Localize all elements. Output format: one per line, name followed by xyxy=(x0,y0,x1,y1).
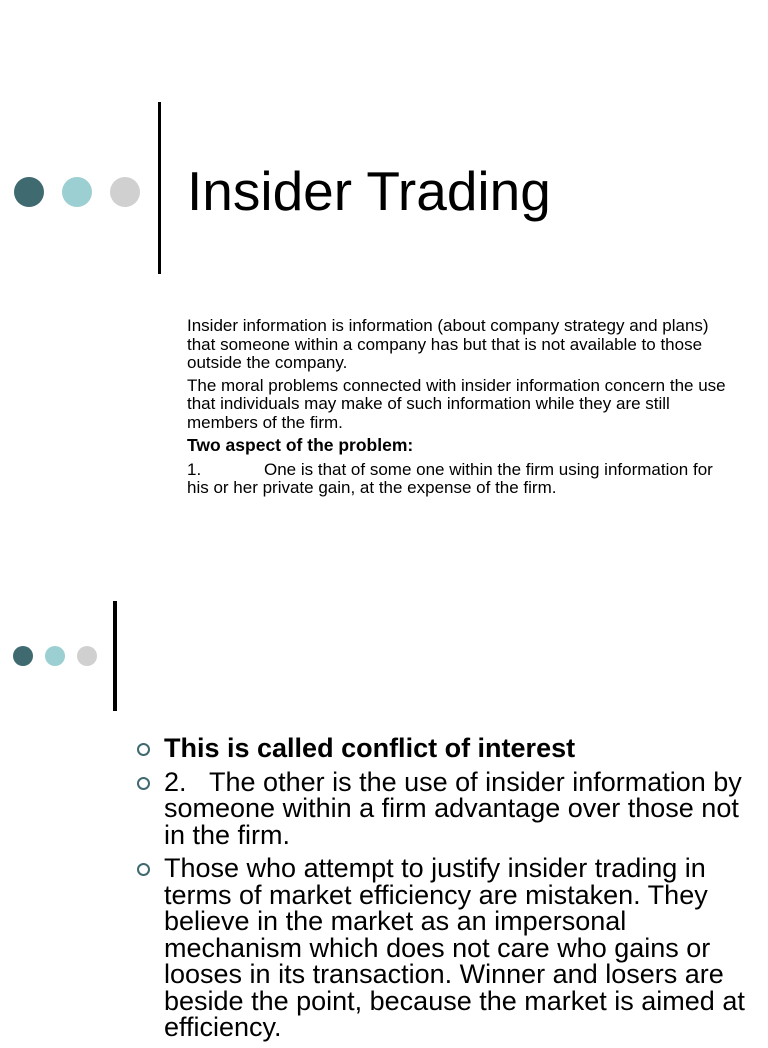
list-item xyxy=(136,855,756,1041)
circle-bullet-icon xyxy=(137,743,150,756)
decorative-dot-dark xyxy=(13,646,33,666)
slide-conflict-of-interest xyxy=(0,560,768,1042)
decorative-dot-dark xyxy=(14,177,44,207)
circle-bullet-icon xyxy=(137,777,150,790)
decorative-dot-gray xyxy=(110,177,140,207)
point-text: One is that of some one within the firm using information for his or her private gain, at the expense of the firm. xyxy=(187,459,713,497)
paragraph-insider-information: Insider information is information (about company strategy and plans) that someone within a company has but that is not available to those outside the company. xyxy=(187,316,709,372)
title-divider-line xyxy=(113,601,117,711)
slide-title: Insider Trading xyxy=(187,160,551,222)
title-divider-line xyxy=(158,102,161,274)
list-item xyxy=(136,766,756,850)
decorative-dot-gray xyxy=(77,646,97,666)
bullet-list xyxy=(136,735,756,1048)
decorative-dot-teal xyxy=(45,646,65,666)
slide-body xyxy=(187,317,727,502)
circle-bullet-icon xyxy=(137,863,150,876)
numbered-point-1 xyxy=(187,461,727,498)
list-item xyxy=(136,735,756,762)
decorative-dot-teal xyxy=(62,177,92,207)
bullet-text: 2. The other is the use of insider information by someone within a firm advantage over those not in the firm. xyxy=(164,766,742,850)
paragraph-moral-problems: The moral problems connected with insider information concern the use that individuals may make of such information while they are still members of the firm. xyxy=(187,375,726,432)
bullet-text: Those who attempt to justify insider trading in terms of market efficiency are mistaken. They believe in the market as an impersonal mechanism which does not care who gains or looses in its transaction. Winner and losers are beside the point, because the market is aimed at efficiency. xyxy=(164,853,745,1042)
subheading-two-aspects: Two aspect of the problem: xyxy=(187,435,414,455)
bullet-text: This is called conflict of interest xyxy=(164,733,576,763)
point-number: 1. xyxy=(187,459,202,479)
